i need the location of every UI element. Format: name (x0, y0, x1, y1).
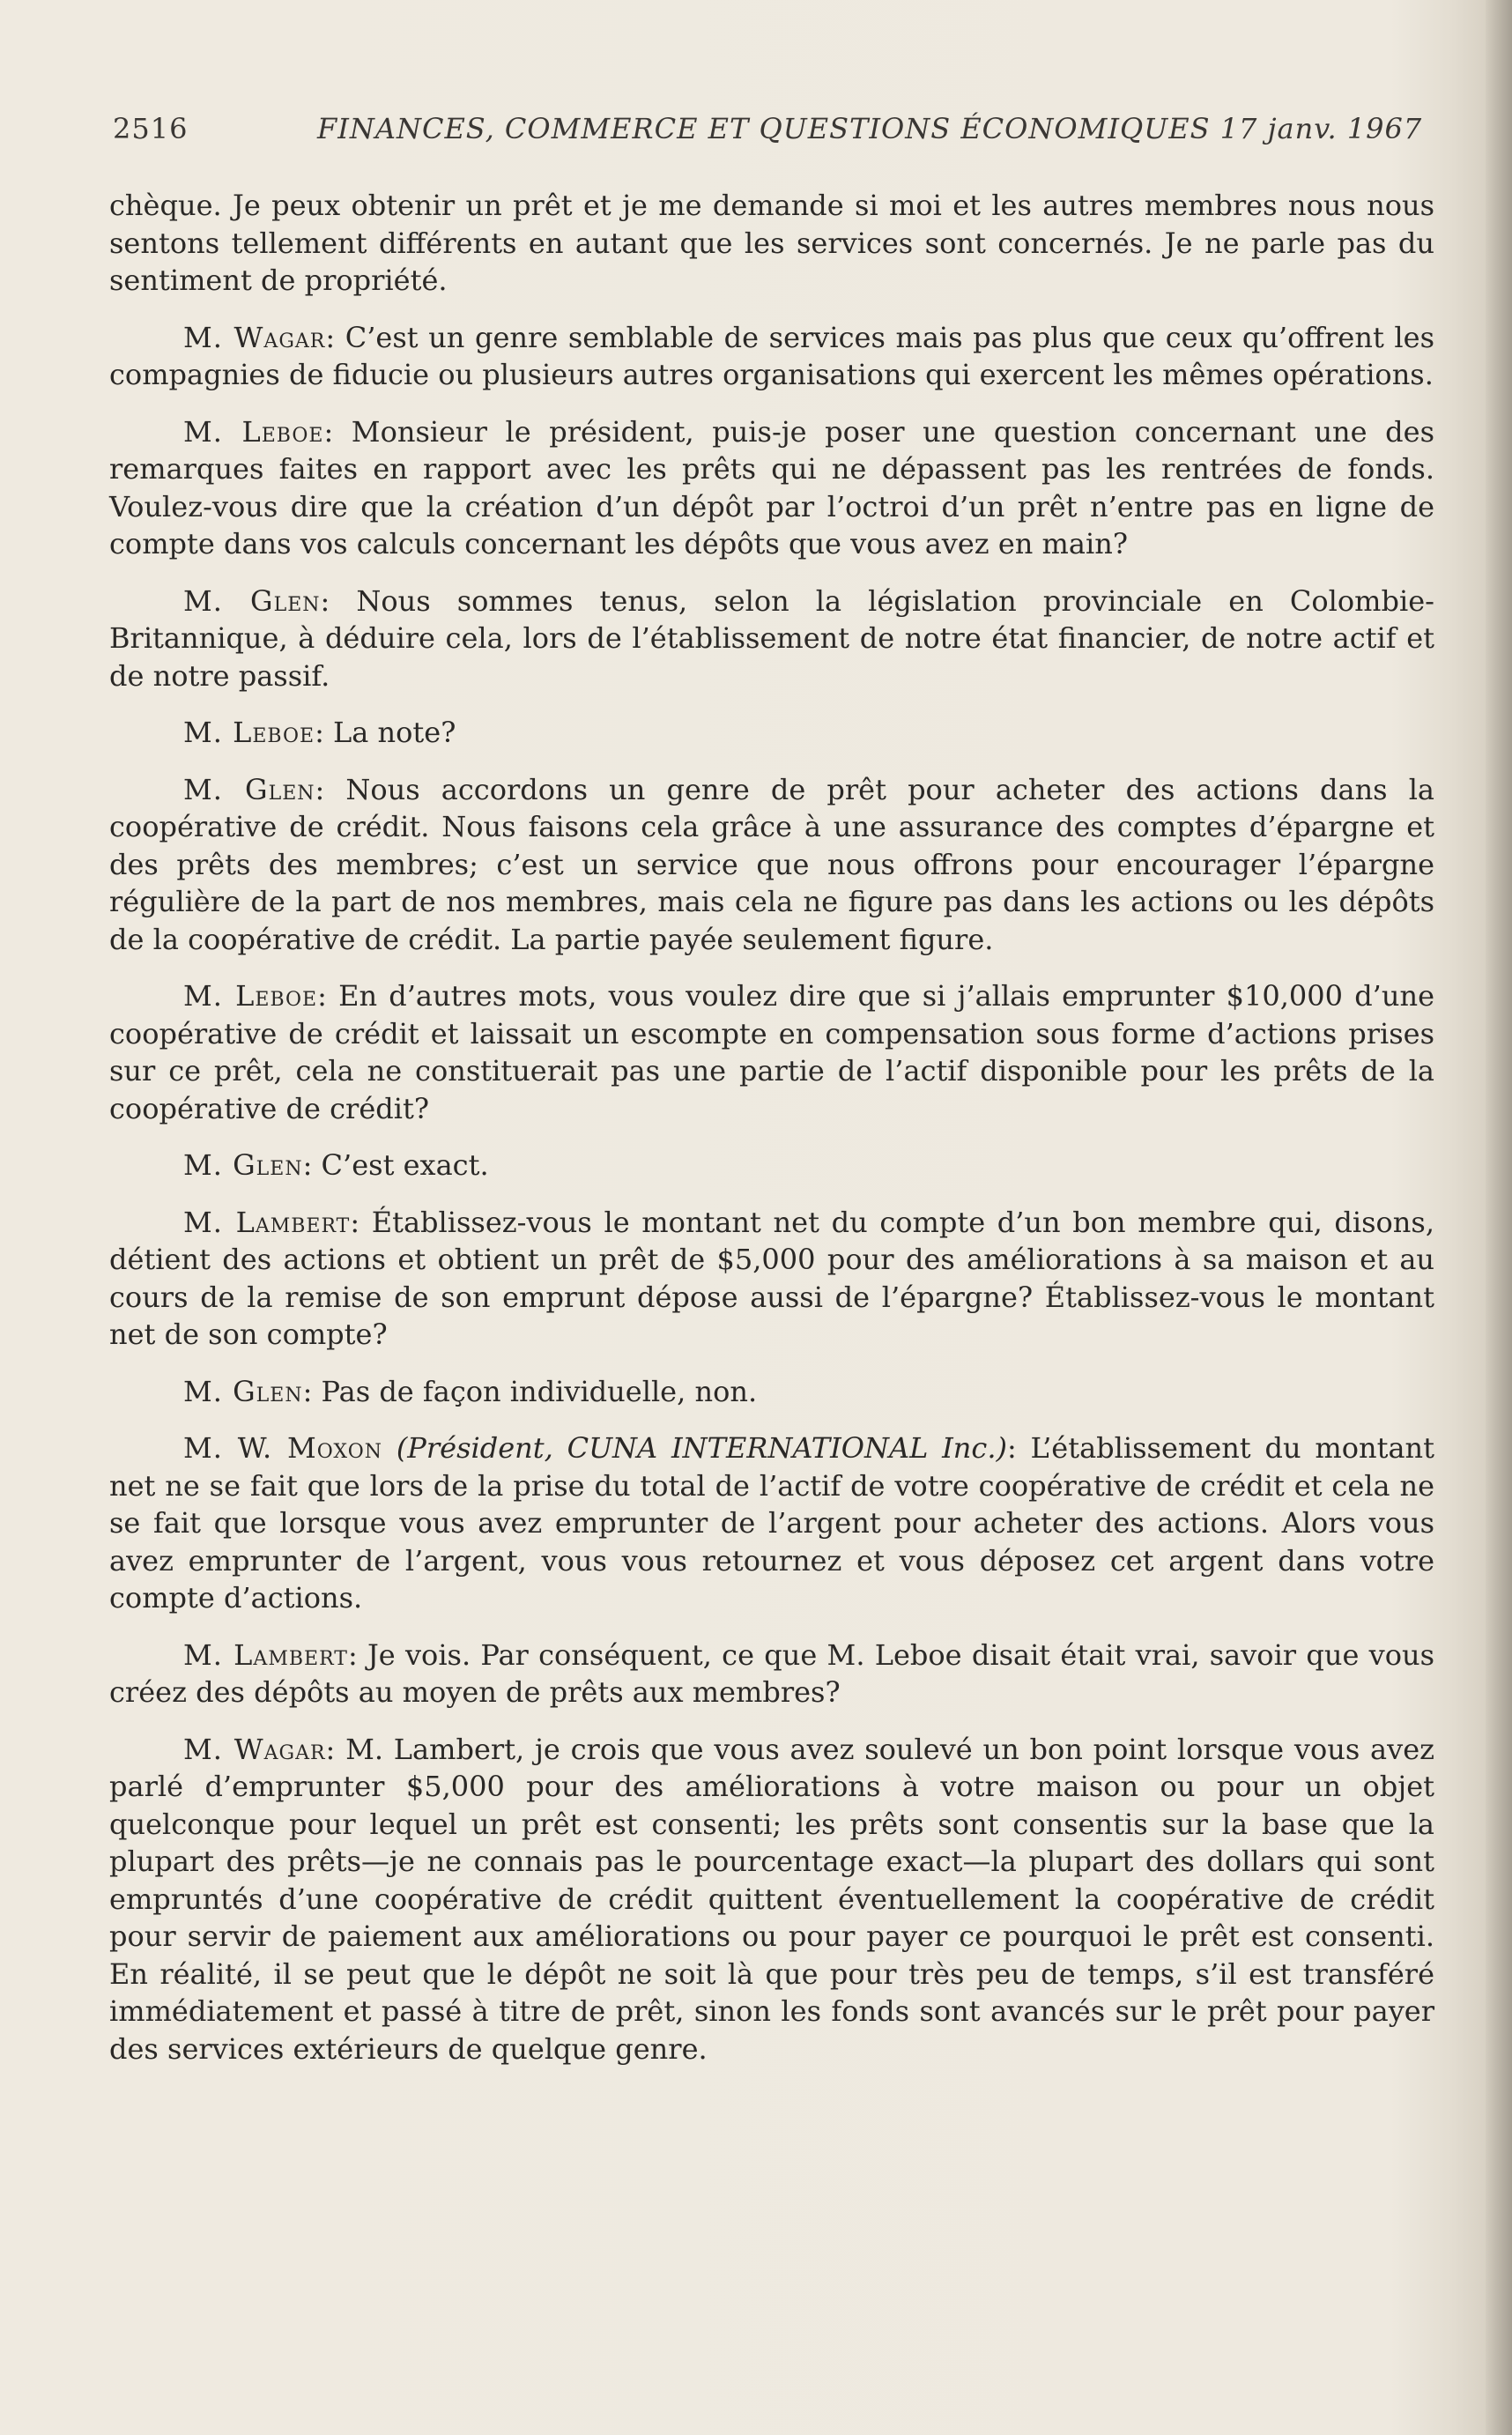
speaker-name: M. Wagar (183, 320, 326, 354)
paragraph-text: : Nous sommes tenus, selon la législation provinciale en Colombie-Britannique, à déduire cela, lors de l’établissement de notre état financier, de notre actif et de notre passif. (109, 583, 1434, 693)
paragraph-speech (109, 319, 1434, 394)
paragraph-continuation (109, 187, 1434, 300)
paragraph-text: : Pas de façon individuelle, non. (302, 1374, 758, 1408)
speaker-affiliation: (Président, CUNA INTERNATIONAL Inc.) (396, 1431, 1007, 1465)
speaker-name: M. Glen (183, 1148, 303, 1182)
paragraph-text: : C’est un genre semblable de services mais pas plus que ceux qu’offrent les compagnies de fiducie ou plusieurs autres organisations qui exercent les mêmes opérations. (109, 320, 1434, 391)
speaker-name: M. Leboe (183, 716, 315, 749)
paragraph-text: : La note? (315, 716, 456, 749)
speaker-name: M. Leboe (183, 979, 318, 1013)
paragraph-speech (109, 413, 1434, 563)
speaker-name: M. Leboe (183, 414, 324, 449)
page-number: 2516 (113, 112, 189, 145)
paragraph-speech (109, 1429, 1434, 1617)
speaker-name: M. Lambert (183, 1205, 351, 1239)
speaker-name: M. Lambert (183, 1637, 348, 1672)
paragraph-text: : Monsieur le président, puis-je poser une question concernant une des remarques faites en rapport avec les prêts qui ne dépassent pas les rentrées de fonds. Voulez-vous dire que la création d’un dépôt par l’octroi d’un prêt n’entre pas en ligne de compte dans vos calculs concernant les dépôts que vous avez en main? (109, 414, 1434, 560)
transcript-body (109, 187, 1434, 2087)
paragraph-speech (109, 977, 1434, 1127)
paragraph-text: chèque. Je peux obtenir un prêt et je me demande si moi et les autres membres nous nous sentons tellement différents en autant que les services sont concernés. Je ne parle pas du sentiment de propriété. (109, 189, 1434, 297)
speaker-name: M. Glen (183, 772, 315, 806)
running-title: FINANCES, COMMERCE ET QUESTIONS ÉCONOMIQUES 17 janv. 1967 (317, 112, 1423, 145)
paragraph-text: : Nous accordons un genre de prêt pour acheter des actions dans la coopérative de crédit. Nous faisons cela grâce à une assurance des comptes d’épargne et des prêts des membres; c’est un service que nous offrons pour encourager l’épargne régulière de la part de nos membres, mais cela ne figure pas dans les actions ou les dépôts de la coopérative de crédit. La partie payée seulement figure. (109, 772, 1435, 956)
paragraph-speech (109, 1204, 1434, 1354)
paragraph-text: : Établissez-vous le montant net du compte d’un bon membre qui, disons, détient des actions et obtient un prêt de $5,000 pour des améliorations à sa maison et au cours de la remise de son emprunt dépose aussi de l’épargne? Établissez-vous le montant net de son compte? (109, 1205, 1435, 1351)
speaker-name: M. Glen (183, 1374, 303, 1408)
paragraph-speech (109, 1731, 1434, 2068)
paragraph-text: : Je vois. Par conséquent, ce que M. Leboe disait était vrai, savoir que vous créez des dépôts au moyen de prêts aux membres? (109, 1637, 1435, 1709)
page-header (113, 112, 1434, 156)
speaker-name: M. Wagar (183, 1732, 326, 1766)
paragraph-text: : M. Lambert, je crois que vous avez soulevé un bon point lorsque vous avez parlé d’emprunter $5,000 pour des améliorations à votre maison ou pour un objet quelconque pour lequel un prêt est consenti; les prêts sont consentis sur la base que la plupart des prêts—je ne connais pas le pourcentage exact—la plupart des dollars qui sont empruntés d’une coopérative de crédit quittent éventuellement la coopérative de crédit pour servir de paiement aux améliorations ou pour payer ce pourquoi le prêt est consenti. En réalité, il se peut que le dépôt ne soit là que pour très peu de temps, s’il est transféré immédiatement et passé à titre de prêt, sinon les fonds sont avancés sur le prêt pour payer des services extérieurs de quelque genre. (109, 1732, 1435, 2066)
paragraph-speech (109, 1147, 1434, 1184)
paragraph-speech (109, 583, 1434, 695)
paragraph-speech (109, 771, 1434, 959)
speaker-name: M. W. Moxon (183, 1431, 382, 1465)
paragraph-speech (109, 1637, 1434, 1711)
paragraph-speech (109, 1373, 1434, 1411)
paragraph-text: : L’établissement du montant net ne se fait que lors de la prise du total de l’actif de votre coopérative de crédit et cela ne se fait que lorsque vous avez emprunter de l’argent pour acheter des actions. Alors vous avez emprunter de l’argent, vous vous retournez et vous déposez cet argent dans votre compte d’actions. (109, 1431, 1435, 1615)
paragraph-text: : C’est exact. (302, 1148, 489, 1182)
page-binding-edge (1486, 0, 1512, 2435)
paragraph-speech (109, 714, 1434, 752)
speaker-name: M. Glen (183, 583, 321, 618)
paragraph-text: : En d’autres mots, vous voulez dire que si j’allais emprunter $10,000 d’une coopérative de crédit et laissait un escompte en compensation sous forme d’actions prises sur ce prêt, cela ne constituerait pas une partie de l’actif disponible pour les prêts de la coopérative de crédit? (109, 979, 1435, 1125)
